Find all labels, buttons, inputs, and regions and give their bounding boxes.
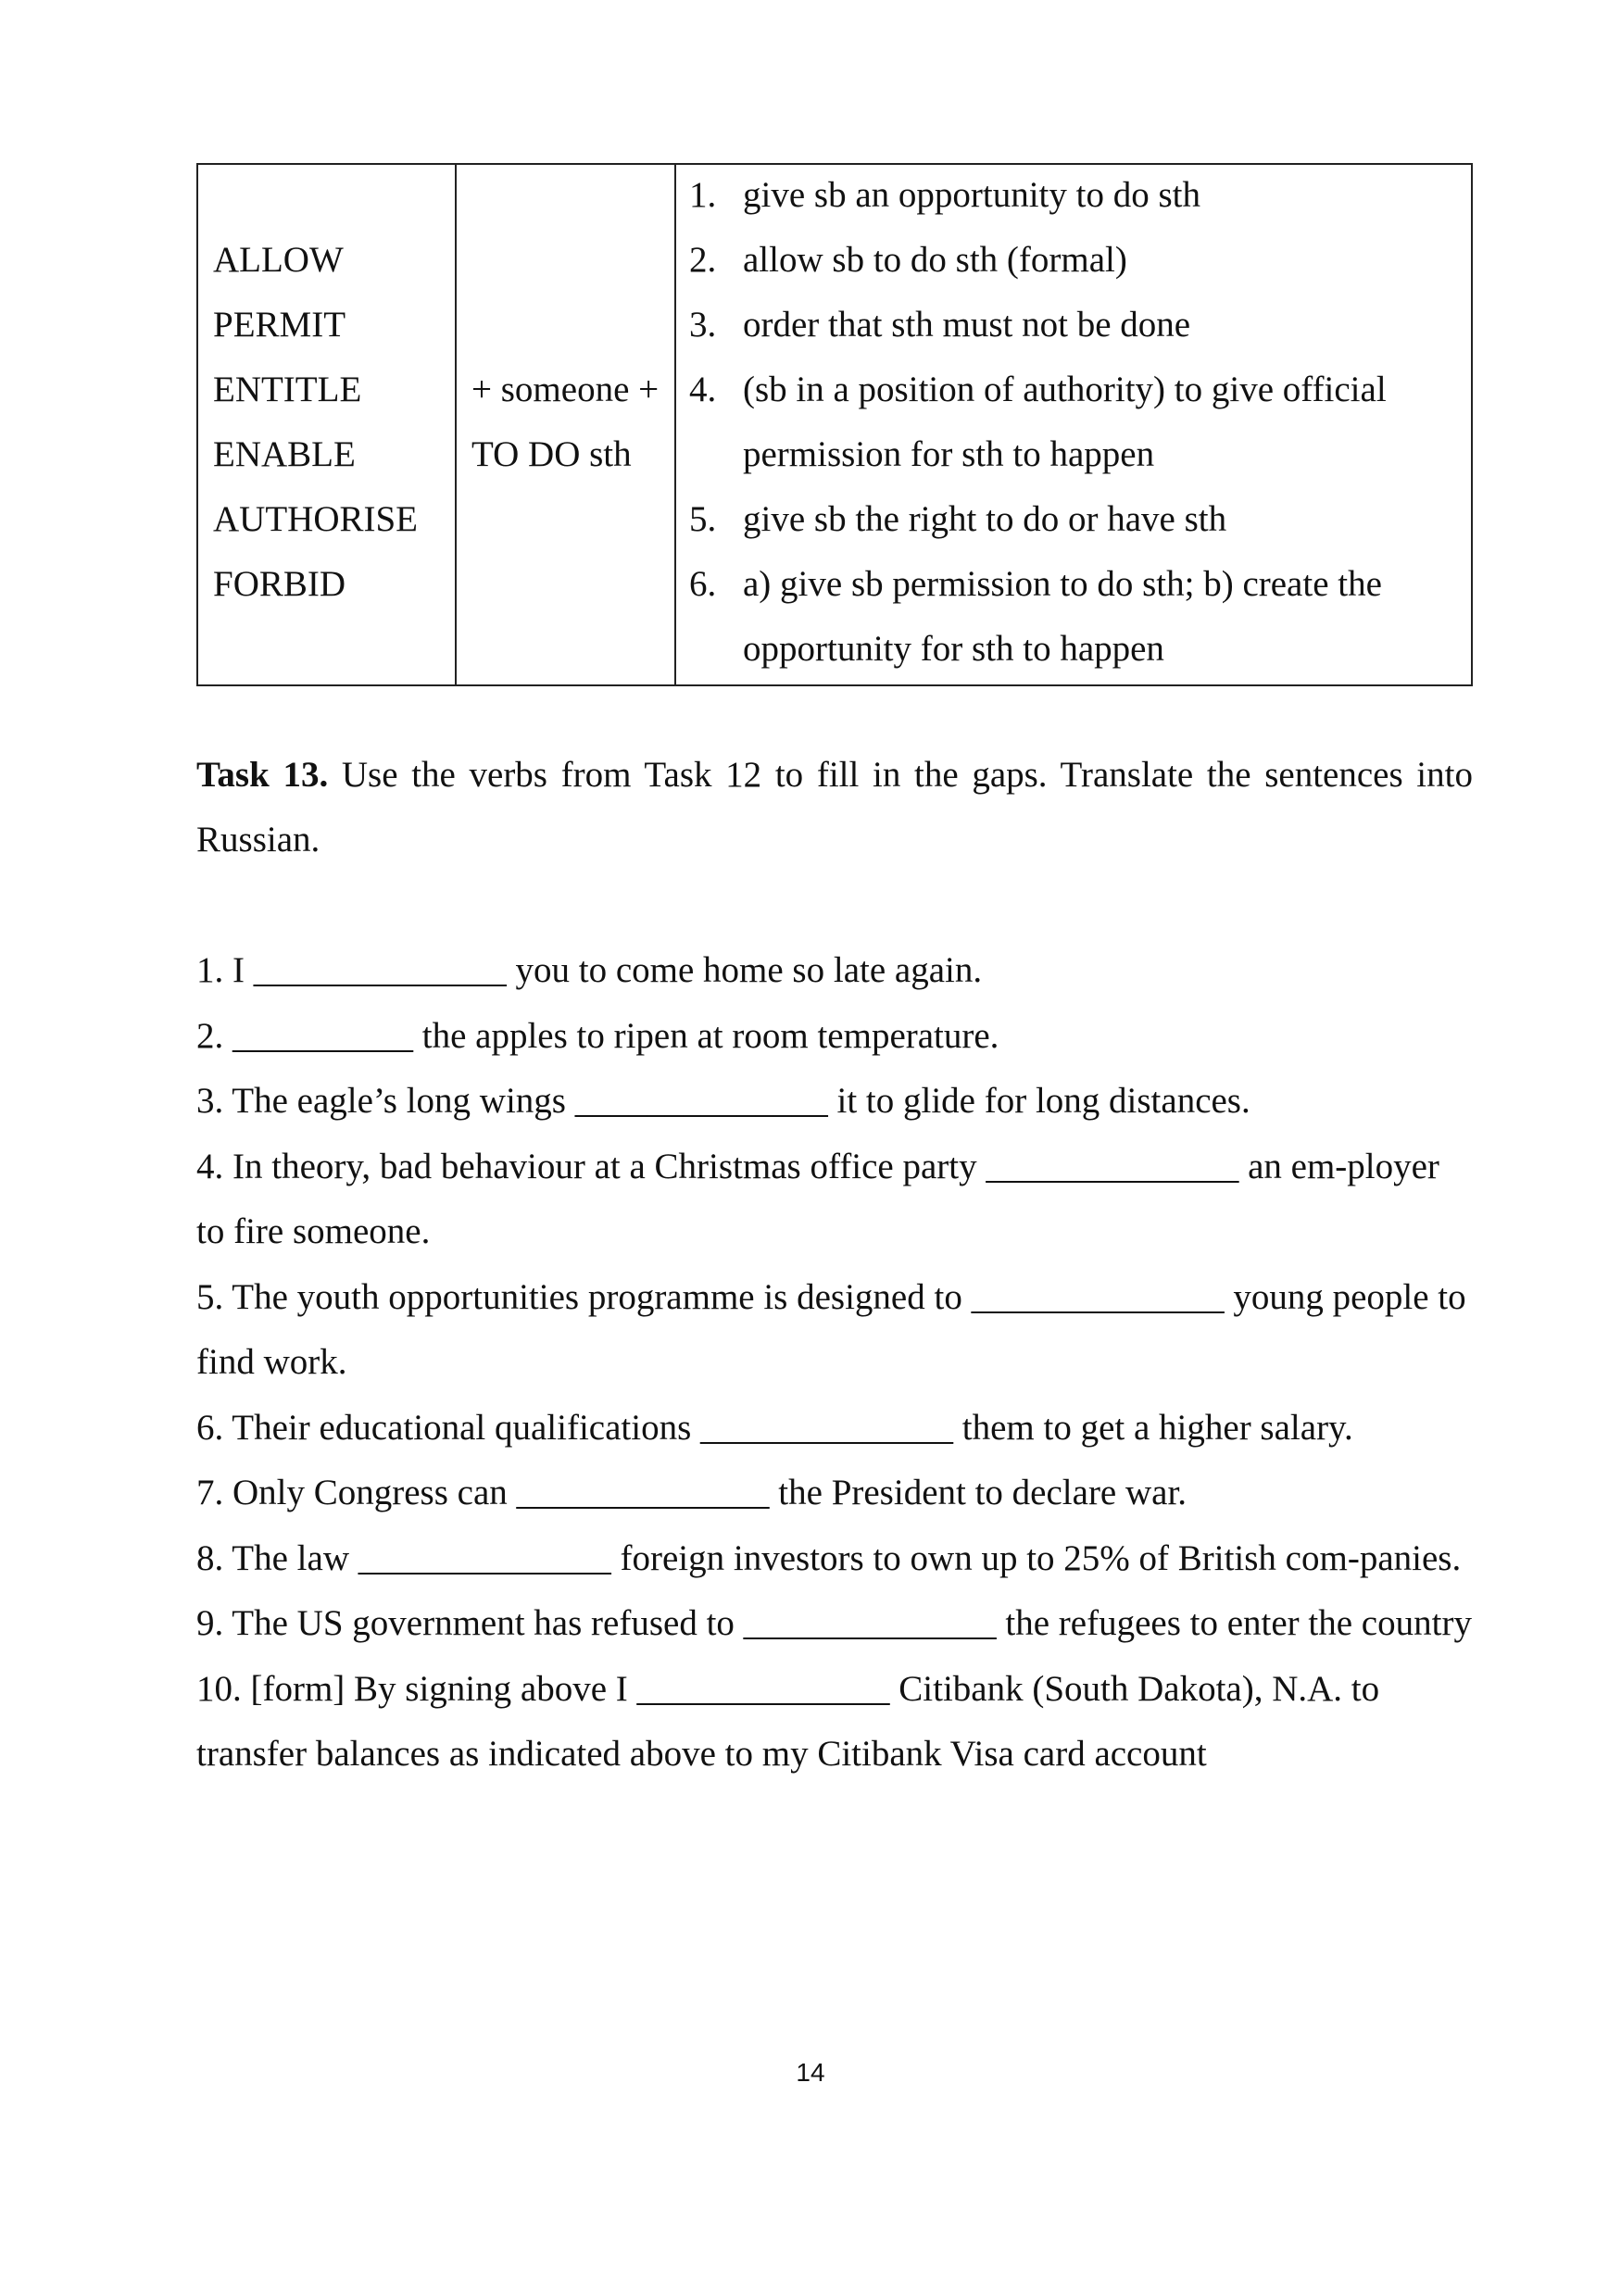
meaning-text: give sb the right to do or have sth (743, 499, 1227, 539)
exercise-item (196, 1135, 1473, 1265)
meanings-column (689, 163, 1467, 682)
answer-gap: __________ (232, 1015, 413, 1056)
task-instruction (196, 743, 1473, 872)
meaning-number: 5. (689, 499, 717, 539)
exercise-text: them to get a higher salary. (953, 1407, 1353, 1448)
exercise-text: young people to find work. (196, 1276, 1466, 1382)
meaning-continuation: permission for sth to happen (743, 434, 1155, 474)
meaning-item (689, 293, 1467, 358)
verb-item: FORBID (213, 564, 346, 604)
exercise-text: 6. Their educational qualifications (196, 1407, 701, 1448)
exercise-text: 9. The US government has refused to (196, 1603, 744, 1643)
page-number: 14 (796, 2058, 825, 2087)
column-divider (455, 165, 457, 684)
exercise-text: an em-ployer to fire someone. (196, 1146, 1439, 1251)
verb-item: AUTHORISE (213, 499, 418, 539)
verb-item: ENTITLE (213, 370, 362, 409)
exercise-text: 1. I (196, 950, 254, 990)
meaning-text: order that sth must not be done (743, 305, 1191, 345)
exercise-text: the President to declare war. (769, 1473, 1187, 1512)
answer-gap: ______________ (253, 950, 507, 990)
meaning-text: (sb in a position of authority) to give official (743, 370, 1387, 409)
answer-gap: ______________ (574, 1081, 828, 1121)
exercise-item (196, 1265, 1473, 1396)
exercise-item (196, 1461, 1473, 1526)
meaning-number: 3. (689, 305, 717, 345)
exercise-text: the refugees to enter the country (996, 1603, 1472, 1643)
vocabulary-table (196, 163, 1473, 686)
meaning-number: 6. (689, 564, 717, 604)
exercise-item (196, 1396, 1473, 1462)
exercise-text: it to glide for long distances. (827, 1081, 1250, 1121)
answer-gap: ______________ (986, 1146, 1239, 1186)
meaning-item (689, 163, 1467, 228)
meaning-text: a) give sb permission to do sth; b) create the (743, 564, 1382, 604)
exercise-text: foreign investors to own up to 25% of British com-panies. (610, 1537, 1462, 1578)
answer-gap: ______________ (516, 1473, 770, 1512)
exercise-list (196, 938, 1473, 1788)
verb-item: ALLOW (213, 240, 344, 280)
exercise-text: 10. [form] By signing above I (196, 1668, 637, 1709)
meaning-number: 1. (689, 175, 717, 215)
verbs-column (213, 228, 418, 617)
exercise-text: Citibank (South Dakota), N.A. to transfer balances as indicated above to my Citibank Visa card account (196, 1668, 1380, 1774)
exercise-item (196, 1526, 1473, 1592)
exercise-text: 2. (196, 1015, 232, 1056)
pattern-column (471, 358, 659, 487)
exercise-item (196, 1657, 1473, 1788)
meaning-item (689, 552, 1467, 617)
exercise-text: 3. The eagle’s long wings (196, 1081, 575, 1121)
exercise-text: 4. In theory, bad behaviour at a Christmas office party (196, 1146, 986, 1186)
exercise-item (196, 1004, 1473, 1070)
meaning-item (689, 358, 1467, 422)
answer-gap: ______________ (358, 1537, 611, 1578)
answer-gap: ______________ (971, 1276, 1225, 1317)
meaning-item (689, 487, 1467, 552)
exercise-item (196, 1591, 1473, 1657)
pattern-line: + someone + (471, 370, 660, 409)
answer-gap: ______________ (700, 1407, 954, 1448)
exercise-item (196, 938, 1473, 1004)
answer-gap: ______________ (743, 1603, 997, 1643)
meaning-number: 2. (689, 240, 717, 280)
exercise-text: 7. Only Congress can (196, 1473, 517, 1512)
task-instruction-text: Use the verbs from Task 12 to fill in the gaps. Translate the sentences into Russian. (196, 755, 1473, 859)
answer-gap: ______________ (636, 1668, 890, 1709)
exercise-text: the apples to ripen at room temperature. (413, 1015, 999, 1056)
column-divider (674, 165, 676, 684)
exercise-text: you to come home so late again. (506, 950, 983, 990)
task-label: Task 13. (196, 755, 329, 795)
meaning-item (689, 228, 1467, 293)
exercise-text: 8. The law (196, 1537, 358, 1578)
verb-item: PERMIT (213, 305, 346, 345)
meaning-text: allow sb to do sth (formal) (743, 240, 1127, 280)
verb-item: ENABLE (213, 434, 356, 474)
meaning-number: 4. (689, 370, 717, 409)
exercise-text: 5. The youth opportunities programme is designed to (196, 1276, 972, 1317)
meaning-text: give sb an opportunity to do sth (743, 175, 1200, 215)
meaning-continuation: opportunity for sth to happen (743, 629, 1164, 669)
exercise-item (196, 1069, 1473, 1135)
pattern-line: TO DO sth (471, 434, 632, 474)
